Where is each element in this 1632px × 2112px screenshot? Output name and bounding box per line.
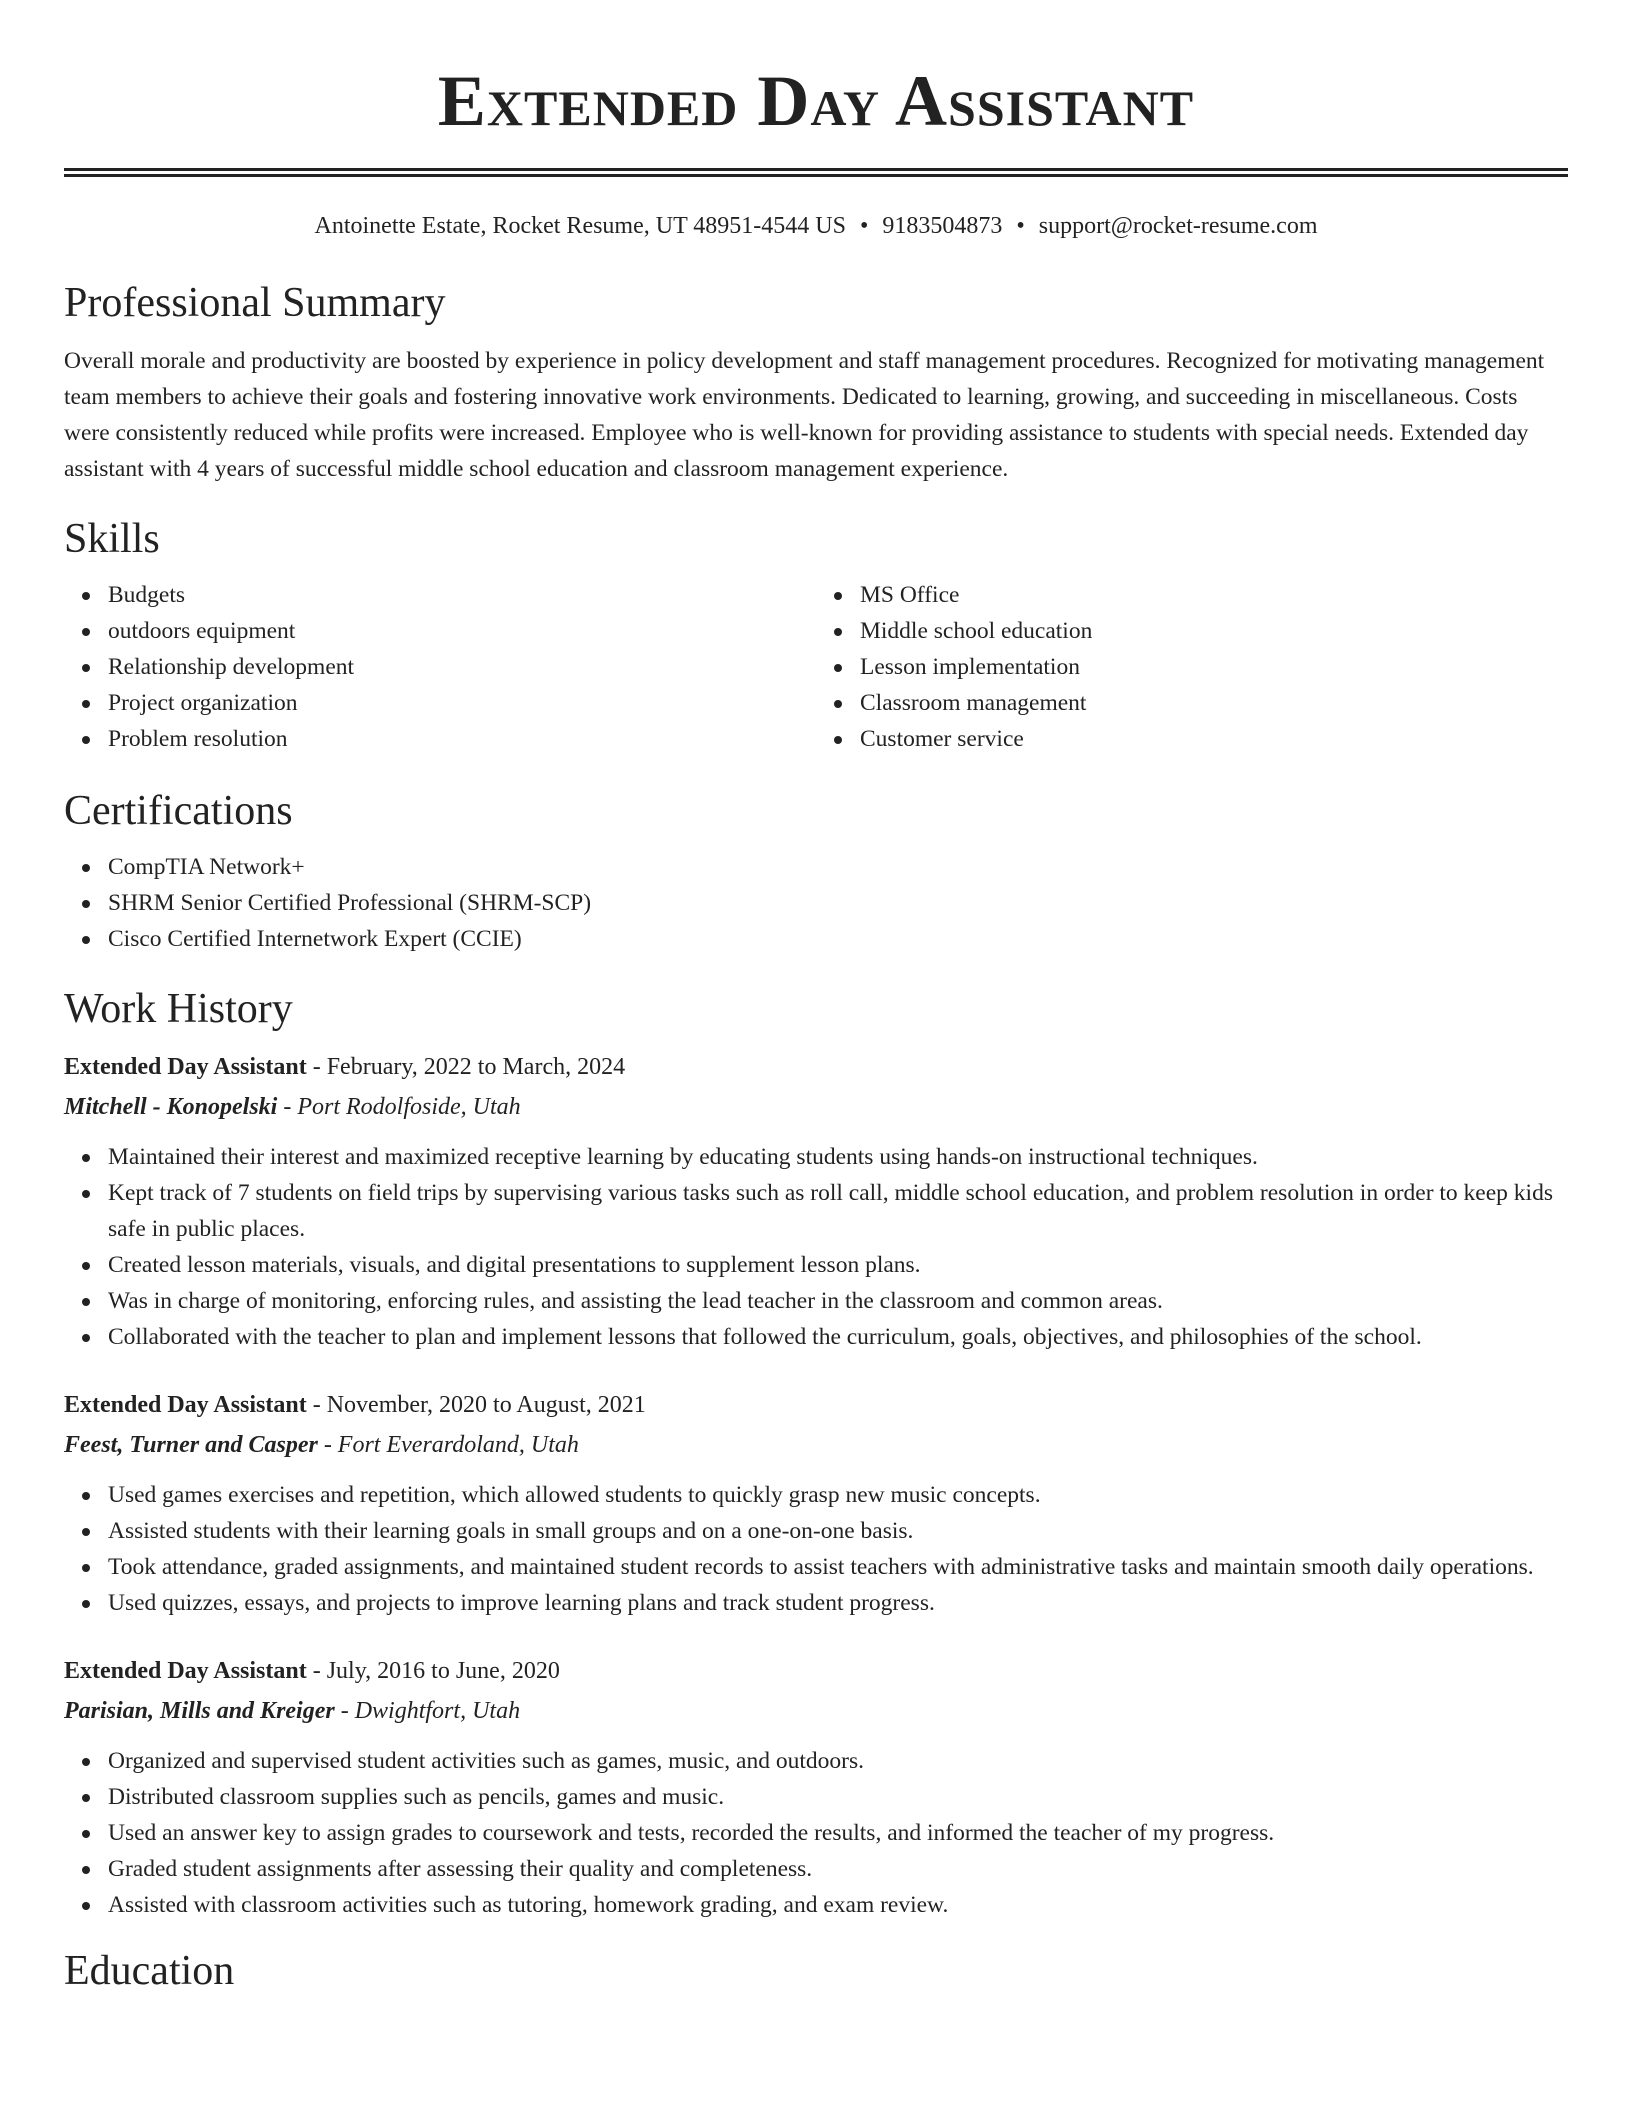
job-duty: Graded student assignments after assessing their quality and completeness.	[108, 1851, 1568, 1887]
job-employer-line	[64, 1425, 1568, 1465]
skill-item: Middle school education	[860, 613, 1568, 649]
job-dates: - November, 2020 to August, 2021	[306, 1392, 646, 1418]
job-company: Feest, Turner and Casper	[64, 1432, 318, 1458]
job-duties-list	[64, 1743, 1568, 1923]
job-employer-line	[64, 1691, 1568, 1731]
job-title-line	[64, 1047, 1568, 1087]
contact-separator: •	[1016, 213, 1025, 239]
job-duty: Kept track of 7 students on field trips by supervising various tasks such as roll call, middle school education, and problem resolution in order to keep kids safe in public places.	[108, 1175, 1568, 1247]
skill-item: Budgets	[108, 577, 816, 613]
header-double-rule	[64, 168, 1568, 177]
job-entry	[64, 1385, 1568, 1621]
contact-address: Antoinette Estate, Rocket Resume, UT 48951-4544 US	[314, 213, 846, 239]
job-duty: Assisted with classroom activities such as tutoring, homework grading, and exam review.	[108, 1887, 1568, 1923]
certifications-heading: Certifications	[64, 788, 293, 834]
skill-item: Project organization	[108, 685, 816, 721]
resume-title: Extended Day Assistant	[437, 61, 1195, 141]
job-duty: Distributed classroom supplies such as pencils, games and music.	[108, 1779, 1568, 1815]
contact-separator: •	[859, 213, 869, 239]
job-title-line	[64, 1651, 1568, 1691]
job-role: Extended Day Assistant	[64, 1054, 307, 1080]
job-duty: Was in charge of monitoring, enforcing rules, and assisting the lead teacher in the classroom and common areas.	[108, 1283, 1568, 1319]
job-location: - Fort Everardoland, Utah	[317, 1432, 579, 1458]
skill-item: Lesson implementation	[860, 649, 1568, 685]
education-heading: Education	[64, 1948, 235, 1994]
skill-item: Problem resolution	[108, 721, 816, 757]
summary-heading: Professional Summary	[64, 280, 446, 326]
skill-item: Relationship development	[108, 649, 816, 685]
contact-email: support@rocket-resume.com	[1038, 213, 1318, 239]
job-entry	[64, 1651, 1568, 1923]
skill-item: Classroom management	[860, 685, 1568, 721]
work-history-heading: Work History	[64, 986, 293, 1032]
contact-line	[64, 211, 1568, 241]
skill-item: Customer service	[860, 721, 1568, 757]
job-title-line	[64, 1385, 1568, 1425]
job-duties-list	[64, 1477, 1568, 1621]
skills-column-left	[64, 577, 816, 757]
skills-heading: Skills	[64, 516, 160, 562]
job-location: - Port Rodolfoside, Utah	[277, 1094, 521, 1120]
job-company: Mitchell - Konopelski	[64, 1094, 278, 1120]
job-entry	[64, 1047, 1568, 1355]
skill-item: MS Office	[860, 577, 1568, 613]
job-duty: Used games exercises and repetition, which allowed students to quickly grasp new music concepts.	[108, 1477, 1568, 1513]
certification-item: CompTIA Network+	[108, 849, 1568, 885]
job-duty: Assisted students with their learning goals in small groups and on a one-on-one basis.	[108, 1513, 1568, 1549]
job-duty: Took attendance, graded assignments, and maintained student records to assist teachers with administrative tasks and maintain smooth daily operations.	[108, 1549, 1568, 1585]
certifications-list	[64, 849, 1568, 957]
job-role: Extended Day Assistant	[64, 1392, 307, 1418]
certification-item: SHRM Senior Certified Professional (SHRM-SCP)	[108, 885, 1568, 921]
job-duty: Used quizzes, essays, and projects to improve learning plans and track student progress.	[108, 1585, 1568, 1621]
skills-column-right	[816, 577, 1568, 757]
skills-list	[64, 577, 1568, 757]
job-company: Parisian, Mills and Kreiger	[64, 1698, 335, 1724]
job-duty: Organized and supervised student activities such as games, music, and outdoors.	[108, 1743, 1568, 1779]
job-role: Extended Day Assistant	[64, 1658, 307, 1684]
job-duty: Maintained their interest and maximized receptive learning by educating students using hands-on instructional techniques.	[108, 1139, 1568, 1175]
skill-item: outdoors equipment	[108, 613, 816, 649]
job-duty: Collaborated with the teacher to plan and implement lessons that followed the curriculum, goals, objectives, and philosophies of the school.	[108, 1319, 1568, 1355]
job-location: - Dwightfort, Utah	[334, 1698, 521, 1724]
job-employer-line	[64, 1087, 1568, 1127]
contact-phone: 9183504873	[882, 213, 1003, 239]
job-dates: - July, 2016 to June, 2020	[306, 1658, 560, 1684]
job-duty: Used an answer key to assign grades to coursework and tests, recorded the results, and informed the teacher of my progress.	[108, 1815, 1568, 1851]
job-duty: Created lesson materials, visuals, and digital presentations to supplement lesson plans.	[108, 1247, 1568, 1283]
summary-text: Overall morale and productivity are boosted by experience in policy development and staff management procedures. Recognized for motivating management team members to achieve their goals and fostering innovative work environments. Dedicated to learning, growing, and succeeding in miscellaneous. Costs were consistently reduced while profits were increased. Employee who is well-known for providing assistance to students with special needs. Extended day assistant with 4 years of successful middle school education and classroom management experience.	[64, 348, 1545, 482]
job-dates: - February, 2022 to March, 2024	[306, 1054, 626, 1080]
job-duties-list	[64, 1139, 1568, 1355]
certification-item: Cisco Certified Internetwork Expert (CCIE)	[108, 921, 1568, 957]
